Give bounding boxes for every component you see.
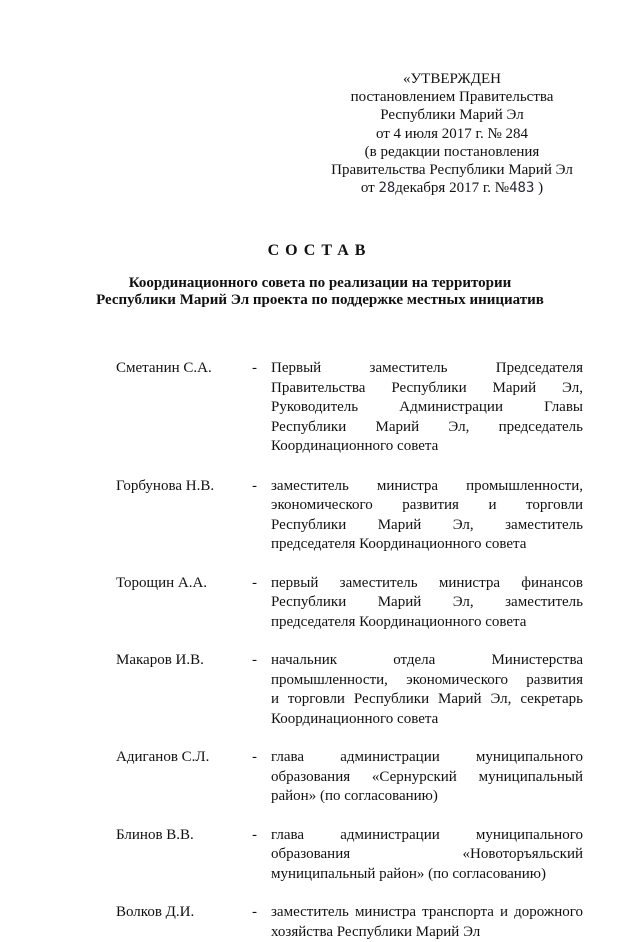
member-row bbox=[116, 574, 586, 633]
amendment-prefix: от bbox=[361, 180, 375, 196]
approval-heading: «УТВЕРЖДЕН bbox=[318, 70, 586, 88]
role-line: район» (по согласованию) bbox=[271, 787, 583, 807]
role-line: Республики Марий Эл, заместитель bbox=[271, 593, 583, 613]
member-name: Волков Д.И. bbox=[116, 903, 194, 923]
member-dash: - bbox=[252, 477, 257, 497]
member-dash: - bbox=[252, 903, 257, 923]
member-role bbox=[271, 826, 583, 885]
role-line: председателя Координационного совета bbox=[271, 535, 583, 555]
document-title: СОСТАВ bbox=[0, 242, 639, 260]
member-role bbox=[271, 903, 583, 942]
role-line: первый заместитель министра финансов bbox=[271, 574, 583, 594]
role-line: глава администрации муниципального bbox=[271, 826, 583, 846]
role-line: образования «Сернурский муниципальный bbox=[271, 768, 583, 788]
role-line: глава администрации муниципального bbox=[271, 748, 583, 768]
amendment-number-handwritten: 483 bbox=[509, 180, 534, 196]
role-line: председателя Координационного совета bbox=[271, 613, 583, 633]
member-row bbox=[116, 826, 586, 885]
subtitle-line: Координационного совета по реализации на территории bbox=[90, 275, 550, 292]
role-line: Республики Марий Эл, заместитель bbox=[271, 516, 583, 536]
member-dash: - bbox=[252, 359, 257, 379]
role-line: Координационного совета bbox=[271, 710, 583, 730]
members-list bbox=[116, 359, 586, 942]
approval-block bbox=[318, 70, 586, 197]
role-line: Руководитель Администрации Главы bbox=[271, 398, 583, 418]
role-line: начальник отдела Министерства bbox=[271, 651, 583, 671]
member-name: Сметанин С.А. bbox=[116, 359, 212, 379]
member-name: Макаров И.В. bbox=[116, 651, 204, 671]
member-dash: - bbox=[252, 574, 257, 594]
role-line: и торговли Республики Марий Эл, секретарь bbox=[271, 690, 583, 710]
role-line: хозяйства Республики Марий Эл bbox=[271, 923, 583, 942]
member-name: Блинов В.В. bbox=[116, 826, 194, 846]
member-dash: - bbox=[252, 748, 257, 768]
role-line: экономического развития и торговли bbox=[271, 496, 583, 516]
member-dash: - bbox=[252, 651, 257, 671]
member-name: Горбунова Н.В. bbox=[116, 477, 214, 497]
subtitle-line: Республики Марий Эл проекта по поддержке местных инициатив bbox=[90, 292, 550, 309]
amendment-suffix: ) bbox=[538, 180, 543, 196]
member-role bbox=[271, 477, 583, 555]
approval-line: Республики Марий Эл bbox=[318, 106, 586, 124]
member-role bbox=[271, 651, 583, 729]
amendment-day-handwritten: 28 bbox=[378, 180, 395, 196]
member-row bbox=[116, 359, 586, 457]
document-subtitle bbox=[90, 275, 550, 309]
member-name: Торощин А.А. bbox=[116, 574, 207, 594]
role-line: Правительства Республики Марий Эл, bbox=[271, 379, 583, 399]
member-row bbox=[116, 651, 586, 729]
amendment-middle: декабря 2017 г. № bbox=[395, 180, 509, 196]
role-line: заместитель министра транспорта и дорожного bbox=[271, 903, 583, 923]
role-line: промышленности, экономического развития bbox=[271, 671, 583, 691]
approval-line: (в редакции постановления bbox=[318, 143, 586, 161]
member-name: Адиганов С.Л. bbox=[116, 748, 209, 768]
role-line: Координационного совета bbox=[271, 437, 583, 457]
member-row bbox=[116, 748, 586, 807]
approval-date: от 4 июля 2017 г. № 284 bbox=[318, 125, 586, 143]
approval-line: Правительства Республики Марий Эл bbox=[318, 161, 586, 179]
approval-line: постановлением Правительства bbox=[318, 88, 586, 106]
amendment-date-line bbox=[318, 179, 586, 197]
member-dash: - bbox=[252, 826, 257, 846]
role-line: муниципальный район» (по согласованию) bbox=[271, 865, 583, 885]
member-row bbox=[116, 477, 586, 555]
member-row bbox=[116, 903, 586, 942]
role-line: Республики Марий Эл, председатель bbox=[271, 418, 583, 438]
role-line: Первый заместитель Председателя bbox=[271, 359, 583, 379]
member-role bbox=[271, 359, 583, 457]
role-line: заместитель министра промышленности, bbox=[271, 477, 583, 497]
member-role bbox=[271, 748, 583, 807]
member-role bbox=[271, 574, 583, 633]
role-line: образования «Новоторъяльский bbox=[271, 845, 583, 865]
